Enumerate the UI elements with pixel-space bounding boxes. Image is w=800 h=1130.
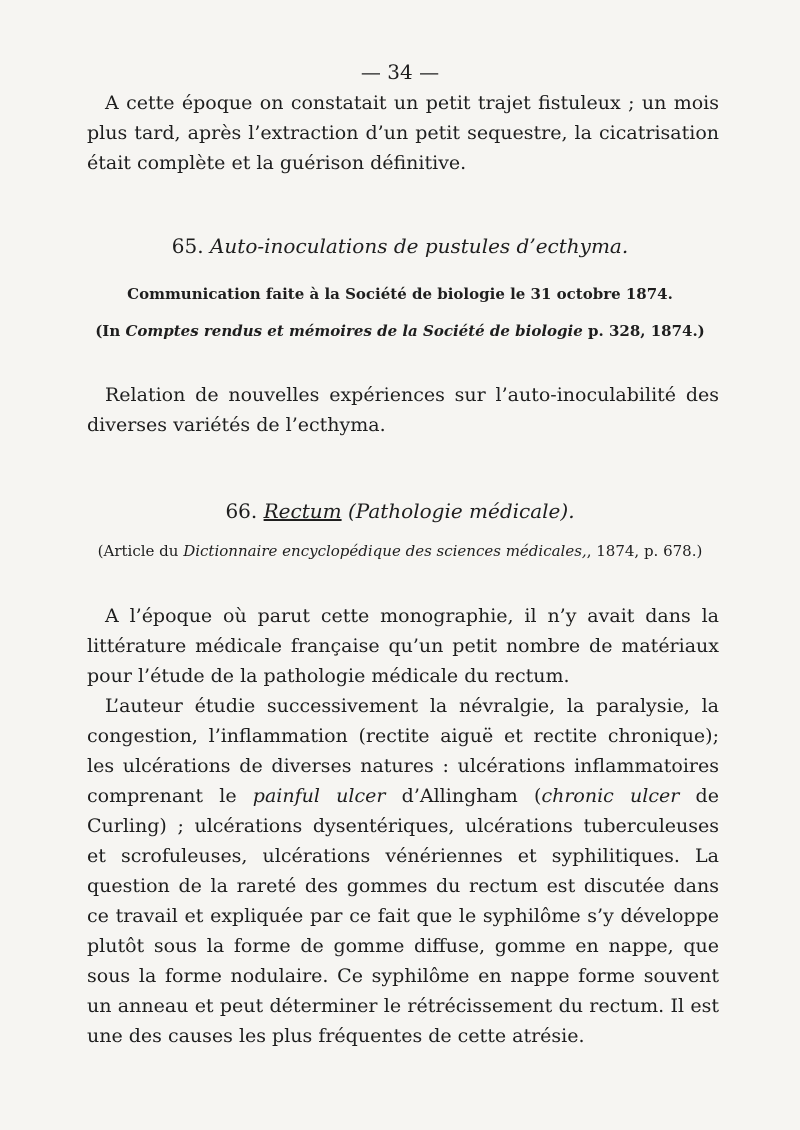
- section-65-communication: Communication faite à la Société de biologie le 31 octobre 1874.: [127, 285, 673, 303]
- section-65-body-block: [87, 380, 719, 440]
- section-66-journal: Dictionnaire encyclopédique des sciences médicales,: [183, 542, 587, 560]
- page-number: — 34 —: [360, 60, 440, 84]
- section-65-heading: [0, 234, 800, 258]
- section-66-reference: (Article du Dictionnaire encyclopédique des sciences médicales,, 1874, p. 678.): [97, 542, 703, 560]
- chronic-ulcer-term: chronic ulcer: [541, 785, 680, 807]
- section-65-journal: Comptes rendus et mémoires de la Société de biologie: [125, 322, 583, 340]
- section-66-number: 66.: [225, 499, 258, 523]
- painful-ulcer-term: painful ulcer: [252, 785, 386, 807]
- section-65-title: Auto-inoculations de pustules d’ecthyma.: [209, 234, 629, 258]
- opening-paragraph: A cette époque on constatait un petit trajet fistuleux ; un mois plus tard, après l’extraction d’un petit sequestre, la cicatrisation était complète et la guérison définitive.: [87, 92, 719, 174]
- section-66-heading: [0, 499, 800, 523]
- section-65-reference: (In Comptes rendus et mémoires de la Société de biologie p. 328, 1874.): [95, 322, 705, 340]
- section-66-body-block: [87, 601, 719, 1051]
- opening-paragraph-block: [87, 88, 719, 178]
- section-66-paragraph-1: A l’époque où parut cette monographie, il n’y avait dans la littérature médicale française qu’un petit nombre de matériaux pour l’étude de la pathologie médicale du rectum.: [87, 605, 719, 687]
- section-66-title: Rectum (Pathologie médicale).: [263, 499, 575, 523]
- section-65-number: 65.: [171, 234, 204, 258]
- section-66-paragraph-2: L’auteur étudie successivement la névralgie, la paralysie, la congestion, l’inflammation (rectite aiguë et rectite chronique); les ulcérations de diverses natures : ulcérations inflammatoires comprenant le painful ulcer d’Allingham (chronic ulcer de Curling) ; ulcérations dysentériques, ulcérations tuberculeuses et scrofuleuses, ulcérations vénériennes et syphilitiques. La question de la rareté des gommes du rectum est discutée dans ce travail et expliquée par ce fait que le syphilôme s’y développe plutôt sous la forme de gomme diffuse, gomme en nappe, que sous la forme nodulaire. Ce syphilôme en nappe forme souvent un anneau et peut déterminer le rétrécissement du rectum. Il est une des causes les plus fréquentes de cette atrésie.: [87, 695, 719, 1047]
- section-65-body: Relation de nouvelles expériences sur l’auto-inoculabilité des diverses variétés de l’ecthyma.: [87, 384, 719, 436]
- bleed-through-texture: [240, 180, 245, 198]
